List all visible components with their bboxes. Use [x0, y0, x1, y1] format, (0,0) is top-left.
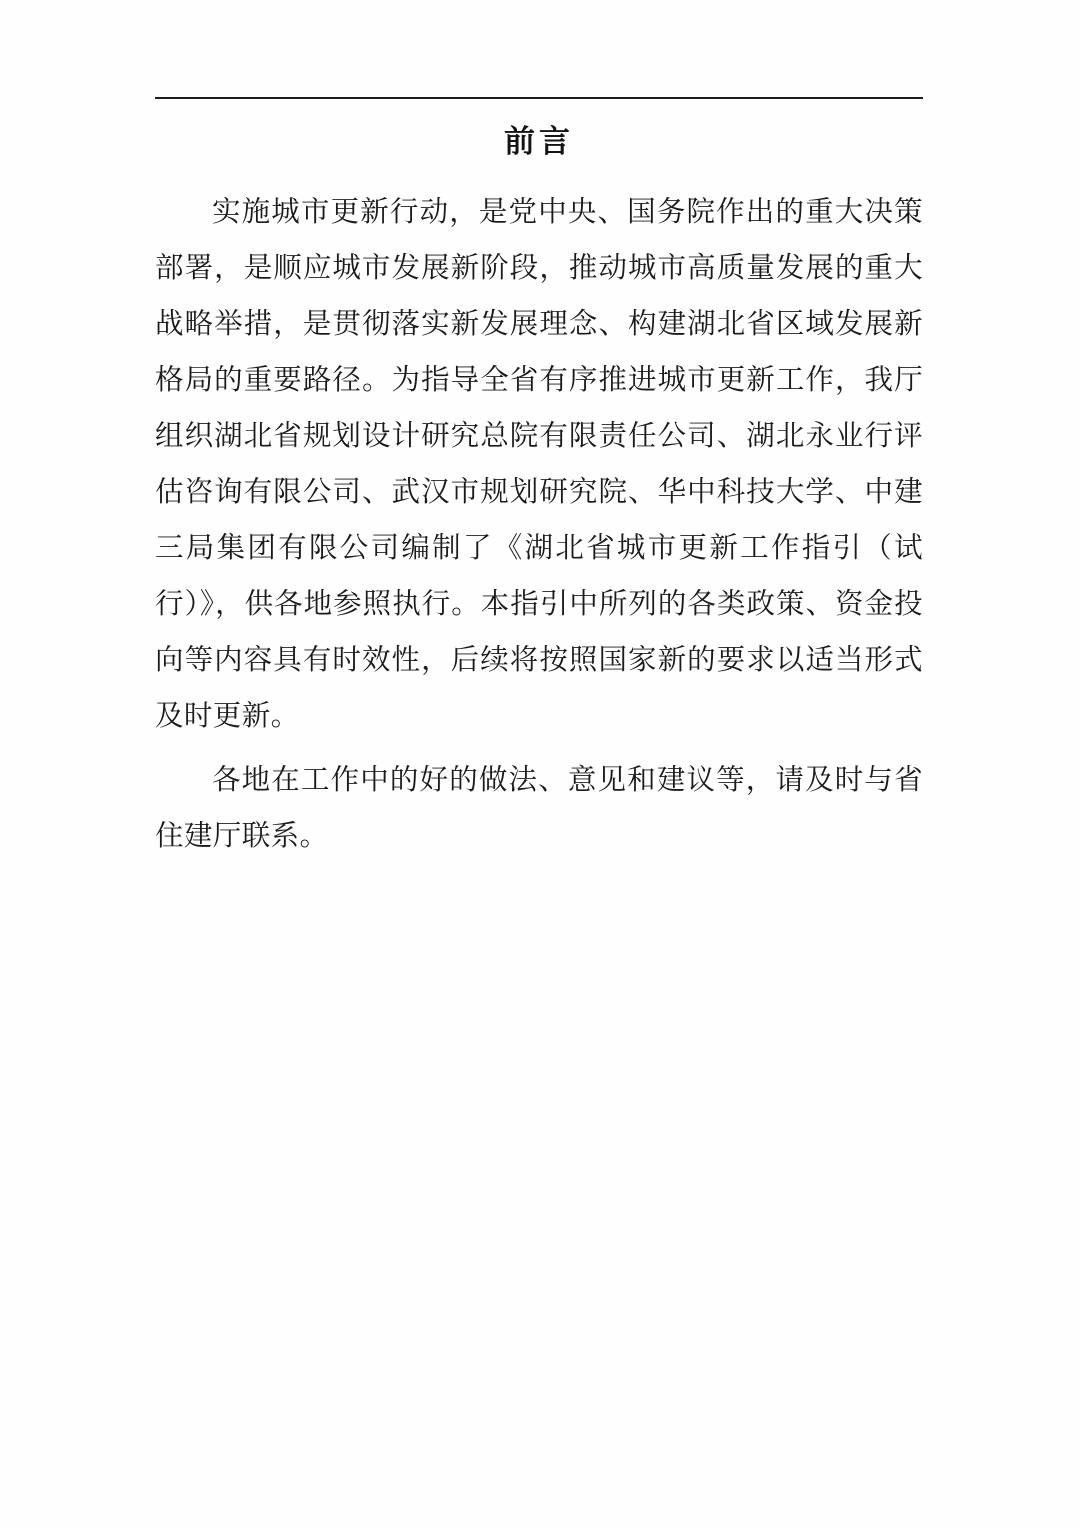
paragraph-2: 各地在工作中的好的做法、意见和建议等，请及时与省住建厅联系。: [155, 763, 923, 853]
document-body: [155, 122, 923, 864]
page-title: 前言: [504, 124, 574, 160]
header-rule: [155, 97, 923, 99]
paragraph-1: 实施城市更新行动，是党中央、国务院作出的重大决策部署，是顺应城市发展新阶段，推动城市高质量发展的重大战略举措，是贯彻落实新发展理念、构建湖北省区域发展新格局的重要路径。为指导全省有序推进城市更新工作，我厅组织湖北省规划设计研究总院有限责任公司、湖北永业行评估咨询有限公司、武汉市规划研究院、华中科技大学、中建三局集团有限公司编制了《湖北省城市更新工作指引（试行）》，供各地参照执行。本指引中所列的各类政策、资金投向等内容具有时效性，后续将按照国家新的要求以适当形式及时更新。: [155, 195, 923, 733]
